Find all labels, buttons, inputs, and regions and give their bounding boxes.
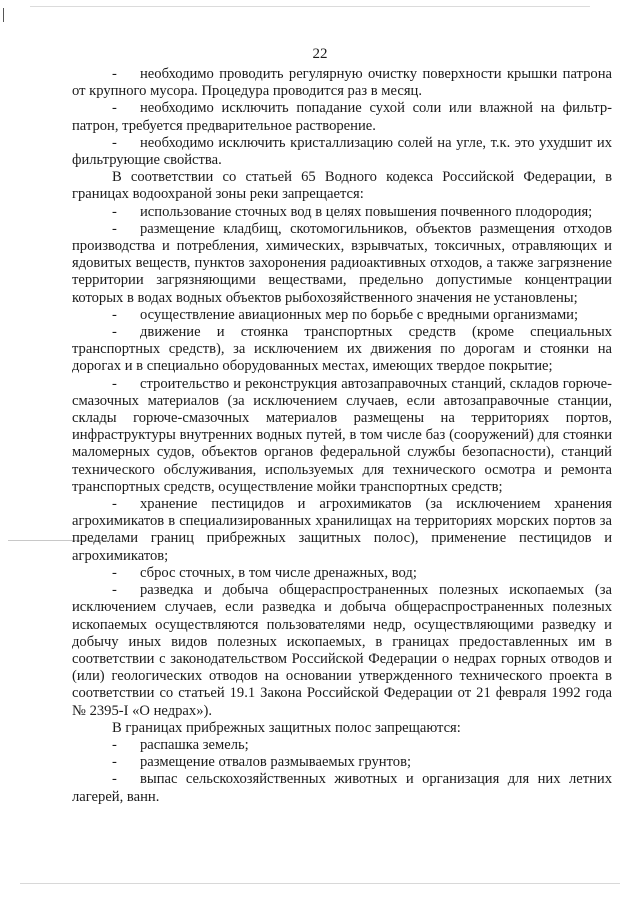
list-item xyxy=(72,66,612,100)
list-dash: - xyxy=(112,66,117,82)
list-dash: - xyxy=(112,771,117,788)
list-item xyxy=(72,754,612,771)
paragraph: В соответствии со статьей 65 Водного кодекса Российской Федерации, в границах водоохраной зоны реки запрещается: xyxy=(72,169,612,203)
list-item xyxy=(72,582,612,720)
list-dash: - xyxy=(112,324,117,341)
list-item-text: выпас сельскохозяйственных животных и организация для них летних лагерей, ванн. xyxy=(72,771,612,805)
document-body xyxy=(72,66,612,806)
list-item-text: разведка и добыча общераспространенных полезных ископаемых (за исключением случаев, если разведка и добыча общераспространенных полезных ископаемых осуществляются пользователями недр, осуществляющими разведку и добычу иных видов полезных ископаемых, в границах предоставленных им в соответствии с законодательством Российской Федерации о недрах горных отводов и (или) геологических отводов на основании утвержденного технического проекта в соответствии со статьей 19.1 Закона Российской Федерации от 21 февраля 1992 года № 2395-I «О недрах»). xyxy=(72,582,612,719)
list-item xyxy=(72,100,612,134)
list-dash: - xyxy=(112,134,117,151)
list-dash: - xyxy=(112,220,117,237)
list-item-text: необходимо исключить попадание сухой соли или влажной на фильтр-патрон, требуется предварительное растворение. xyxy=(72,100,612,134)
list-item xyxy=(72,376,612,496)
list-item-text: распашка земель; xyxy=(140,736,249,753)
list-dash: - xyxy=(112,496,117,513)
list-dash: - xyxy=(112,564,117,581)
list-item xyxy=(72,307,612,324)
list-item xyxy=(72,324,612,376)
scan-artifact-bottom-line xyxy=(20,883,620,884)
list-item-text: сброс сточных, в том числе дренажных, вод; xyxy=(140,564,417,581)
list-dash: - xyxy=(112,203,117,220)
list-dash: - xyxy=(112,375,117,392)
list-item xyxy=(72,771,612,805)
list-item-text: использование сточных вод в целях повышения почвенного плодородия; xyxy=(140,203,593,220)
list-dash: - xyxy=(112,754,117,771)
scan-artifact-top-line xyxy=(30,6,590,7)
list-item-text: хранение пестицидов и агрохимикатов (за исключением хранения агрохимикатов в специализированных хранилищах на территориях морских портов за пределами границ прибрежных защитных полос), применение пестицидов и агрохимикатов; xyxy=(72,496,612,564)
list-item xyxy=(72,565,612,582)
list-item-text: строительство и реконструкция автозаправочных станций, складов горюче-смазочных материалов (за исключением случаев, если автозаправочные станции, склады горюче-смазочных материалов размещены на территориях портов, инфраструктуры внутренних водных путей, в том числе баз (сооружений) для стоянки маломерных судов, объектов органов федеральной службы безопасности), станций технического обслуживания, используемых для технического осмотра и ремонта транспортных средств, осуществление мойки транспортных средств; xyxy=(72,375,612,495)
list-item xyxy=(72,204,612,221)
list-item xyxy=(72,135,612,169)
list-item xyxy=(72,737,612,754)
list-item-text: движение и стоянка транспортных средств (кроме специальных транспортных средств), за исключением их движения по дорогам и стоянки на дорогах и в специально оборудованных местах, имеющих твердое покрытие; xyxy=(72,324,612,375)
scan-artifact-corner-mark xyxy=(3,8,4,22)
list-dash: - xyxy=(112,100,117,117)
list-dash: - xyxy=(112,582,117,599)
list-dash: - xyxy=(112,306,117,323)
list-item-text: осуществление авиационных мер по борьбе с вредными организмами; xyxy=(140,306,579,323)
list-item-text: размещение отвалов размываемых грунтов; xyxy=(140,754,412,771)
list-item-text: необходимо проводить регулярную очистку поверхности крышки патрона от крупного мусора. Процедура проводится раз в месяц. xyxy=(72,66,612,100)
list-item-text: необходимо исключить кристаллизацию солей на угле, т.к. это ухудшит их фильтрующие свойства. xyxy=(72,134,612,169)
list-item xyxy=(72,496,612,565)
list-item xyxy=(72,221,612,307)
paragraph: В границах прибрежных защитных полос запрещаются: xyxy=(112,719,461,736)
list-dash: - xyxy=(112,736,117,753)
list-item-text: размещение кладбищ, скотомогильников, объектов размещения отходов производства и потребления, химических, взрывчатых, токсичных, отравляющих и ядовитых веществ, пунктов захоронения радиоактивных отходов, а также загрязнение территории загрязняющими веществами, предельно допустимые концентрации которых в водах водных объектов рыбохозяйственного значения не установлены; xyxy=(72,220,612,306)
page-number: 22 xyxy=(312,46,328,62)
